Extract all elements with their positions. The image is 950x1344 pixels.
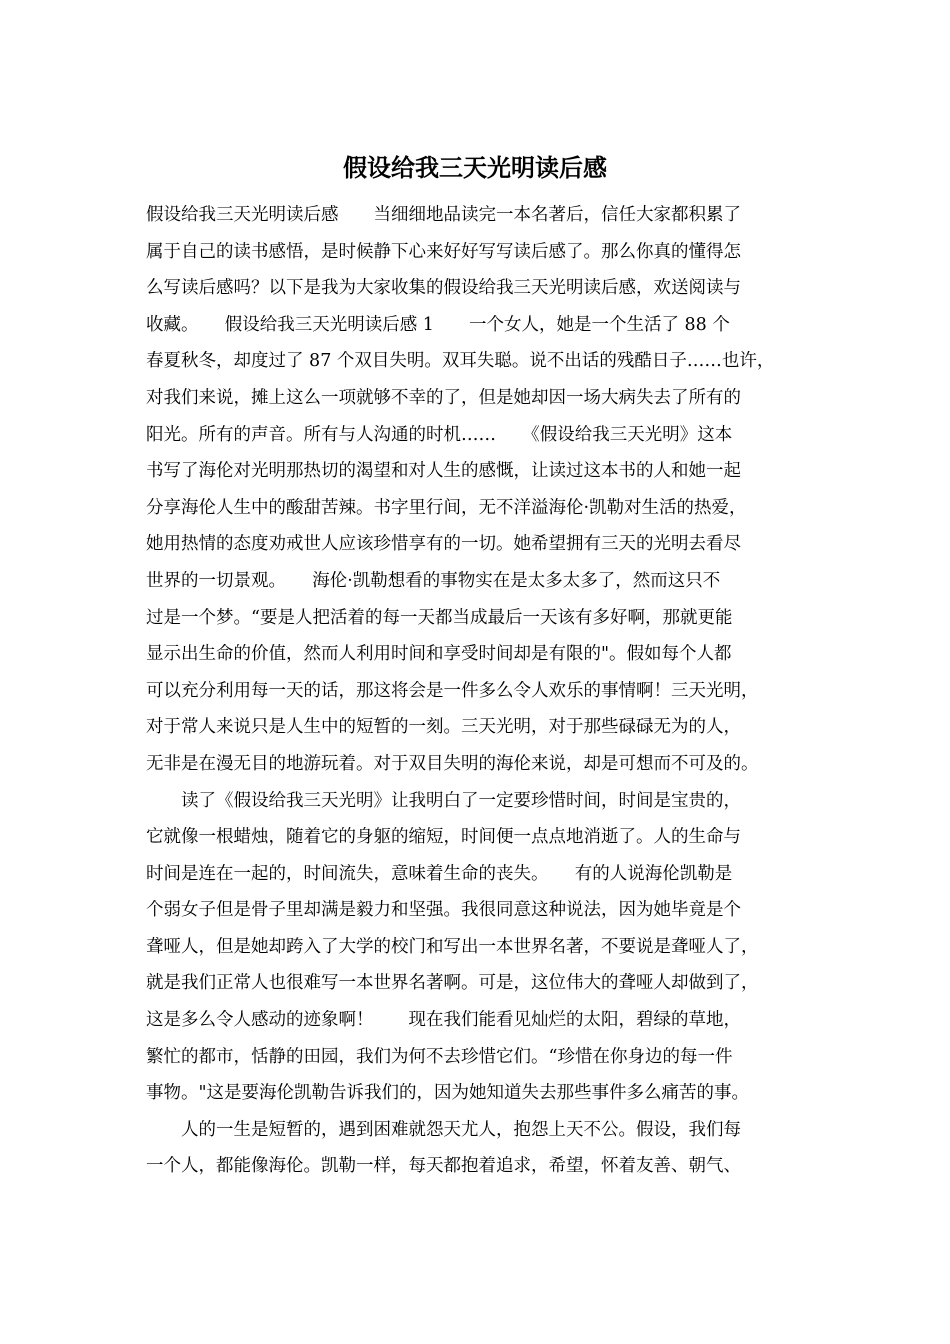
text-line: 聋哑人，但是她却跨入了大学的校门和写出一本世界名著，不要说是聋哑人了， <box>146 936 759 957</box>
text-line: 人的一生是短暂的，遇到困难就怨天尤人，抱怨上天不公。假设，我们每 <box>146 1119 741 1140</box>
text-line: 显示出生命的价值，然而人利用时间和享受时间却是有限的"。假如每个人都 <box>146 644 732 665</box>
text-line: 对我们来说，摊上这么一项就够不幸的了，但是她却因一场大病失去了所有的 <box>146 387 741 408</box>
text-line: 就是我们正常人也很难写一本世界名著啊。可是，这位伟大的聋哑人却做到了， <box>146 973 759 994</box>
text-line: 一个人，都能像海伦。凯勒一样，每天都抱着追求，希望，怀着友善、朝气、 <box>146 1156 741 1177</box>
text-line: 无非是在漫无目的地游玩着。对于双目失明的海伦来说，却是可想而不可及的。 <box>146 753 759 774</box>
text-line: 属于自己的读书感悟，是时候静下心来好好写写读后感了。那么你真的懂得怎 <box>146 241 741 262</box>
text-line: 书写了海伦对光明那热切的渴望和对人生的感慨，让读过这本书的人和她一起 <box>146 461 741 482</box>
text-line: 对于常人来说只是人生中的短暂的一刻。三天光明，对于那些碌碌无为的人， <box>146 717 741 738</box>
text-line: 春夏秋冬，却度过了 87 个双目失明。双耳失聪。说不出话的残酷日子……也许， <box>146 351 775 372</box>
text-line: 么写读后感吗？以下是我为大家收集的假设给我三天光明读后感，欢送阅读与 <box>146 278 741 299</box>
text-line: 个弱女子但是骨子里却满是毅力和坚强。我很同意这种说法，因为她毕竟是个 <box>146 900 741 921</box>
document-title: 假设给我三天光明读后感 <box>343 154 607 182</box>
text-line: 过是一个梦。“要是人把活着的每一天都当成最后一天该有多好啊，那就更能 <box>146 607 733 628</box>
document-body <box>146 197 810 1185</box>
text-line: 这是多么令人感动的迹象啊！ 现在我们能看见灿烂的太阳，碧绿的草地， <box>146 1010 741 1031</box>
text-line: 假设给我三天光明读后感 当细细地品读完一本名著后，信任大家都积累了 <box>146 205 741 225</box>
text-line: 她用热情的态度劝戒世人应该珍惜享有的一切。她希望拥有三天的光明去看尽 <box>146 534 741 555</box>
text-line: 可以充分利用每一天的话，那这将会是一件多么令人欢乐的事情啊！三天光明， <box>146 680 759 701</box>
text-line: 时间是连在一起的，时间流失，意味着生命的丧失。 有的人说海伦凯勒是 <box>146 863 733 884</box>
text-line: 事物。"这是要海伦凯勒告诉我们的，因为她知道失去那些事件多么痛苦的事。 <box>146 1083 750 1104</box>
text-line: 读了《假设给我三天光明》让我明白了一定要珍惜时间，时间是宝贵的， <box>146 790 741 811</box>
text-line: 世界的一切景观。 海伦·凯勒想看的事物实在是太多太多了，然而这只不 <box>146 570 721 591</box>
text-line: 收藏。 假设给我三天光明读后感 1 一个女人，她是一个生活了 88 个 <box>146 314 730 335</box>
text-line: 阳光。所有的声音。所有与人沟通的时机…… 《假设给我三天光明》这本 <box>146 424 733 445</box>
text-line: 它就像一根蜡烛，随着它的身躯的缩短，时间便一点点地消逝了。人的生命与 <box>146 827 741 848</box>
text-line: 分享海伦人生中的酸甜苦辣。书字里行间，无不洋溢海伦·凯勒对生活的热爱， <box>146 497 747 518</box>
text-line: 繁忙的都市，恬静的田园，我们为何不去珍惜它们。“珍惜在你身边的每一件 <box>146 1046 733 1067</box>
